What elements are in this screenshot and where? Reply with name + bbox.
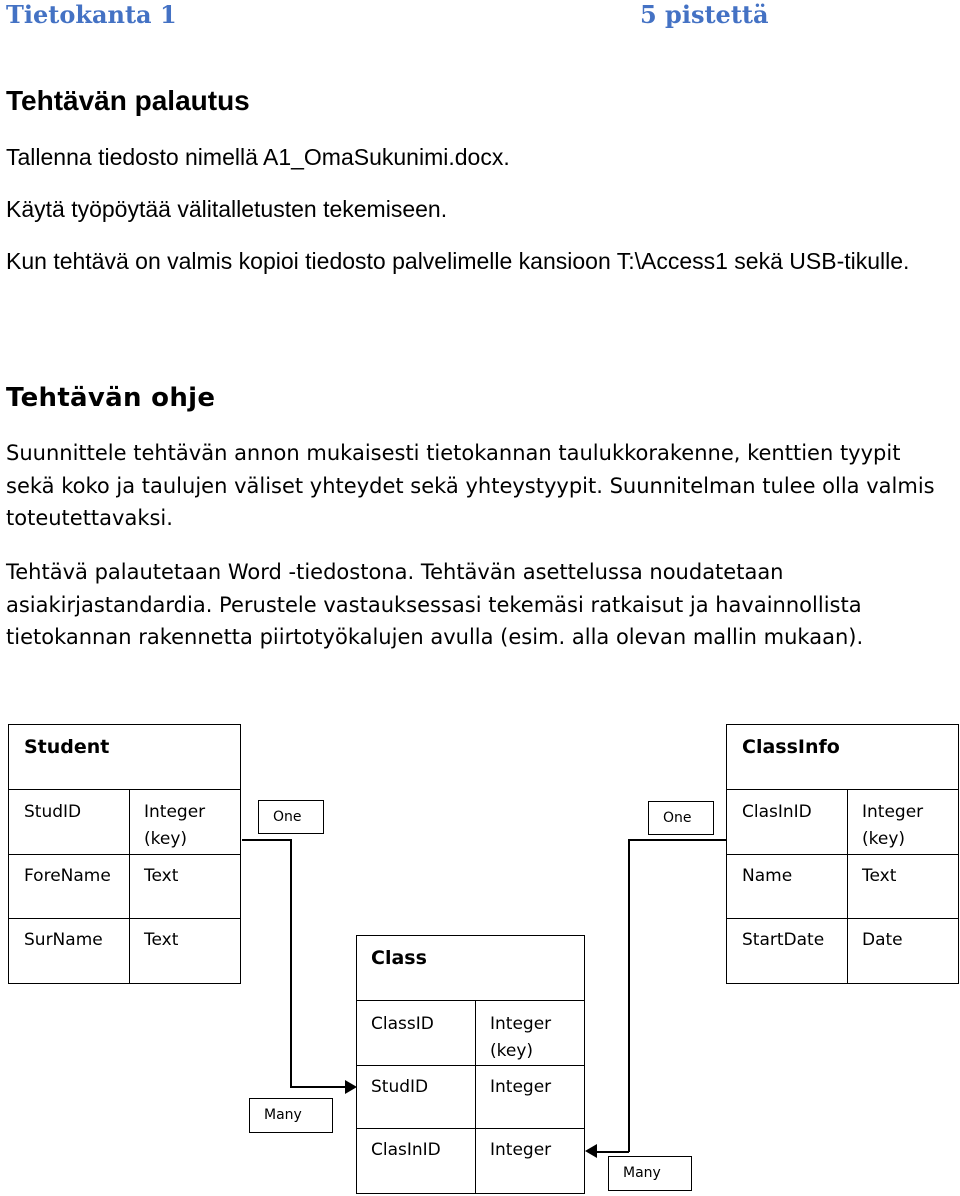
student-field-studid: StudID — [24, 802, 82, 822]
classinfo-field-startdate: StartDate — [742, 930, 825, 950]
classinfo-type-clasinid: Integer (key) — [862, 802, 924, 849]
student-title: Student — [24, 736, 110, 758]
class-type-classid: Integer (key) — [490, 1014, 552, 1061]
arrowhead-right-icon — [585, 1144, 597, 1158]
arrowhead-left-icon — [345, 1080, 357, 1094]
student-type-surname: Text — [144, 930, 179, 950]
relation-label-one-right: One — [648, 801, 714, 835]
classinfo-type-startdate: Date — [862, 930, 903, 950]
class-title: Class — [371, 947, 427, 969]
class-type-studid: Integer — [490, 1077, 552, 1097]
palautus-line-2: Käytä työpöytää välitalletusten tekemiseen. — [6, 196, 448, 222]
ohje-heading: Tehtävän ohje — [6, 383, 216, 413]
class-field-classid: ClassID — [371, 1014, 434, 1034]
palautus-line-1: Tallenna tiedosto nimellä A1_OmaSukunimi.docx. — [6, 144, 510, 170]
student-type-forename: Text — [144, 866, 179, 886]
relation-label-many-left: Many — [249, 1098, 333, 1133]
student-field-forename: ForeName — [24, 866, 111, 886]
student-field-surname: SurName — [24, 930, 103, 950]
relation-label-many-right: Many — [608, 1156, 692, 1191]
classinfo-type-name: Text — [862, 866, 897, 886]
header-points: 5 pistettä — [640, 0, 769, 29]
classinfo-title: ClassInfo — [742, 736, 840, 758]
classinfo-field-clasinid: ClasInID — [742, 802, 812, 822]
class-type-clasinid: Integer — [490, 1140, 552, 1160]
student-type-studid: Integer (key) — [144, 802, 206, 849]
classinfo-field-name: Name — [742, 866, 793, 886]
palautus-heading: Tehtävän palautus — [6, 85, 250, 116]
relation-label-one-left: One — [258, 800, 324, 834]
ohje-paragraph-1: Suunnittele tehtävän annon mukaisesti tietokannan taulukkorakenne, kenttien tyypit sekä koko ja taulujen väliset yhteydet sekä yhteystyypit. Suunnitelman tulee olla valmis toteutettavaksi. — [6, 441, 935, 531]
class-field-studid: StudID — [371, 1077, 429, 1097]
ohje-paragraph-2: Tehtävä palautetaan Word -tiedostona. Tehtävän asettelussa noudatetaan asiakirjastandardia. Perustele vastauksessasi tekemäsi ratkaisut ja havainnollista tietokannan rakennetta piirtotyökalujen avulla (esim. alla olevan mallin mukaan). — [6, 560, 864, 650]
header-course-title: Tietokanta 1 — [6, 0, 177, 29]
class-field-clasinid: ClasInID — [371, 1140, 441, 1160]
palautus-line-3: Kun tehtävä on valmis kopioi tiedosto palvelimelle kansioon T:\Access1 sekä USB-tikulle. — [6, 248, 910, 274]
